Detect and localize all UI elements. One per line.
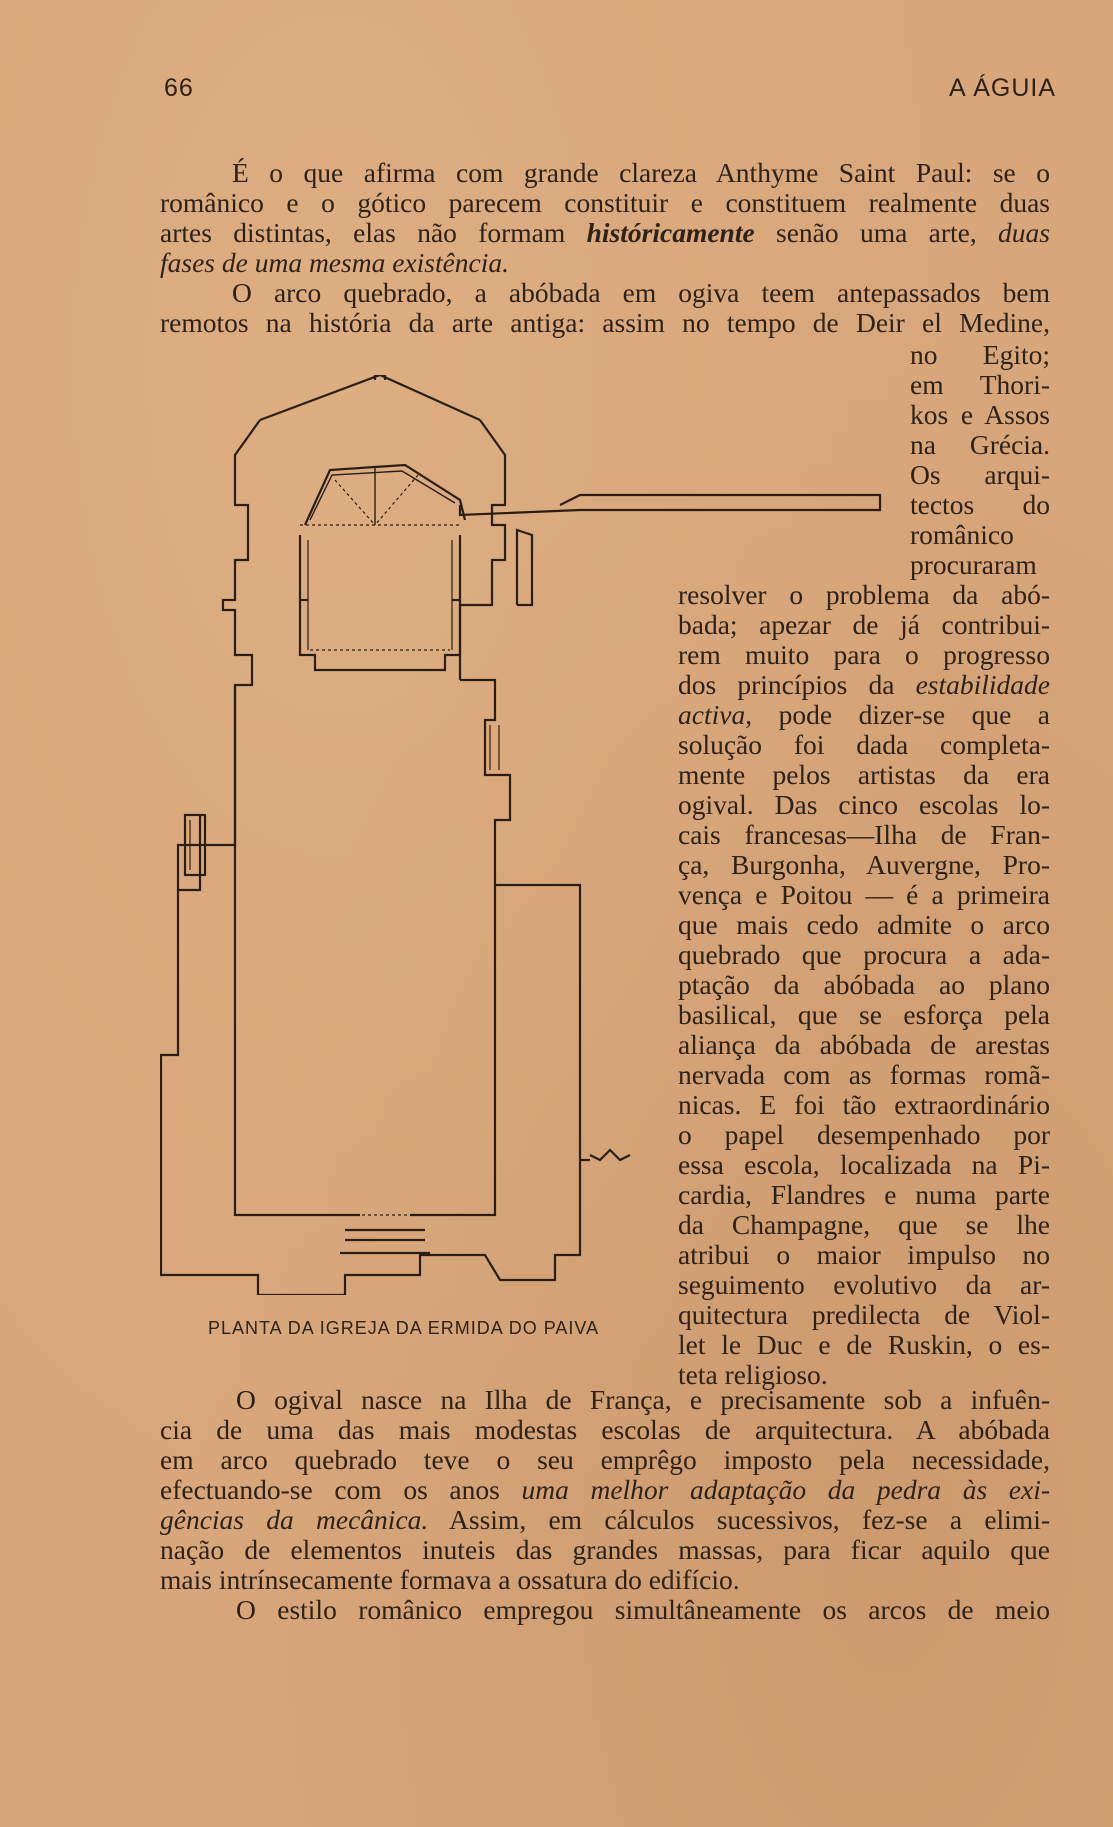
text-line: românico [910,519,1014,550]
text-line: essa escola, localizada na Pi- [678,1149,1050,1180]
text-line: tectos do [910,489,1050,520]
text-line: fases de uma mesma existência. [160,247,510,278]
text-line: resolver o problema da abó- [678,579,1050,610]
text-line: o papel desempenhado por [678,1119,1050,1150]
text-line: ptação da abóbada ao plano [678,969,1050,1000]
text-line: teta religioso. [678,1359,828,1390]
text-line: em arco quebrado teve o seu emprêgo imposto pela necessidade, [160,1444,1050,1475]
text-line: nicas. E foi tão extraordinário [678,1089,1050,1120]
text-line: mente pelos artistas da era [678,759,1050,790]
text-line: O arco quebrado, a abóbada em ogiva teem antepassados bem [232,277,1050,308]
text-line: seguimento evolutivo da ar- [678,1269,1050,1300]
text-line: É o que afirma com grande clareza Anthyme Saint Paul: se o [232,157,1050,188]
text-line: cia de uma das mais modestas escolas de arquitectura. A abóbada [160,1414,1050,1445]
page-number: 66 [164,74,194,102]
text-line: O ogival nasce na Ilha de França, e precisamente sob a infuên- [236,1384,1050,1415]
text-line: procuraram [910,549,1037,580]
plan-outline [161,375,880,1295]
text-line: dos princípios da estabilidade [678,669,1050,700]
text-line: quebrado que procura a ada- [678,939,1050,970]
text-line: efectuando-se com os anos uma melhor adaptação da pedra às exi- [160,1474,1050,1505]
text-line: aliança da abóbada de arestas [678,1029,1050,1060]
text-line: activa, pode dizer-se que a [678,699,1051,730]
text-line: vença e Poitou — é a primeira [678,879,1050,910]
running-title: A ÁGUIA [948,74,1056,102]
text-line: nação de elementos inuteis das grandes massas, para ficar aquilo que [160,1534,1050,1565]
text-line: let le Duc e de Ruskin, o es- [678,1329,1050,1360]
text-line: em Thori- [910,369,1050,400]
text-line: quitectura predilecta de Viol- [678,1299,1050,1330]
text-line: solução foi dada completa- [678,729,1050,760]
text-line: bada; apezar de já contribui- [678,609,1050,640]
text-line: gências da mecânica. Assim, em cálculos sucessivos, fez-se a elimi- [160,1504,1050,1535]
text-line: da Champagne, que se lhe [678,1209,1050,1240]
text-line: no Egito; [910,339,1050,370]
text-line: kos e Assos [910,399,1050,430]
text-line: ça, Burgonha, Auvergne, Pro- [678,849,1050,880]
text-line: cardia, Flandres e numa parte [678,1179,1050,1210]
text-line: O estilo românico empregou simultâneamente os arcos de meio [236,1594,1050,1625]
text-line: Os arqui- [910,459,1050,490]
figure-caption: PLANTA DA IGREJA DA ERMIDA DO PAIVA [208,1318,600,1338]
text-line: cais francesas—Ilha de Fran- [678,819,1050,850]
text-line: atribui o maior impulso no [678,1239,1050,1270]
church-floor-plan [160,375,920,1295]
text-line: mais intrínsecamente formava a ossatura do edifício. [160,1564,740,1595]
text-line: ogival. Das cinco escolas lo- [678,789,1050,820]
text-line: que mais cedo admite o arco [678,909,1050,940]
text-line: basilical, que se esforça pela [678,999,1050,1030]
text-line: rem muito para o progresso [678,639,1050,670]
text-line: nervada com as formas romã- [678,1059,1050,1090]
text-line: artes distintas, elas não formam históricamente senão uma arte, duas [160,217,1050,248]
text-line: na Grécia. [910,429,1050,460]
text-line: românico e o gótico parecem constituir e constituem realmente duas [160,187,1050,218]
text-line: remotos na história da arte antiga: assim no tempo de Deir el Medine, [160,307,1050,338]
